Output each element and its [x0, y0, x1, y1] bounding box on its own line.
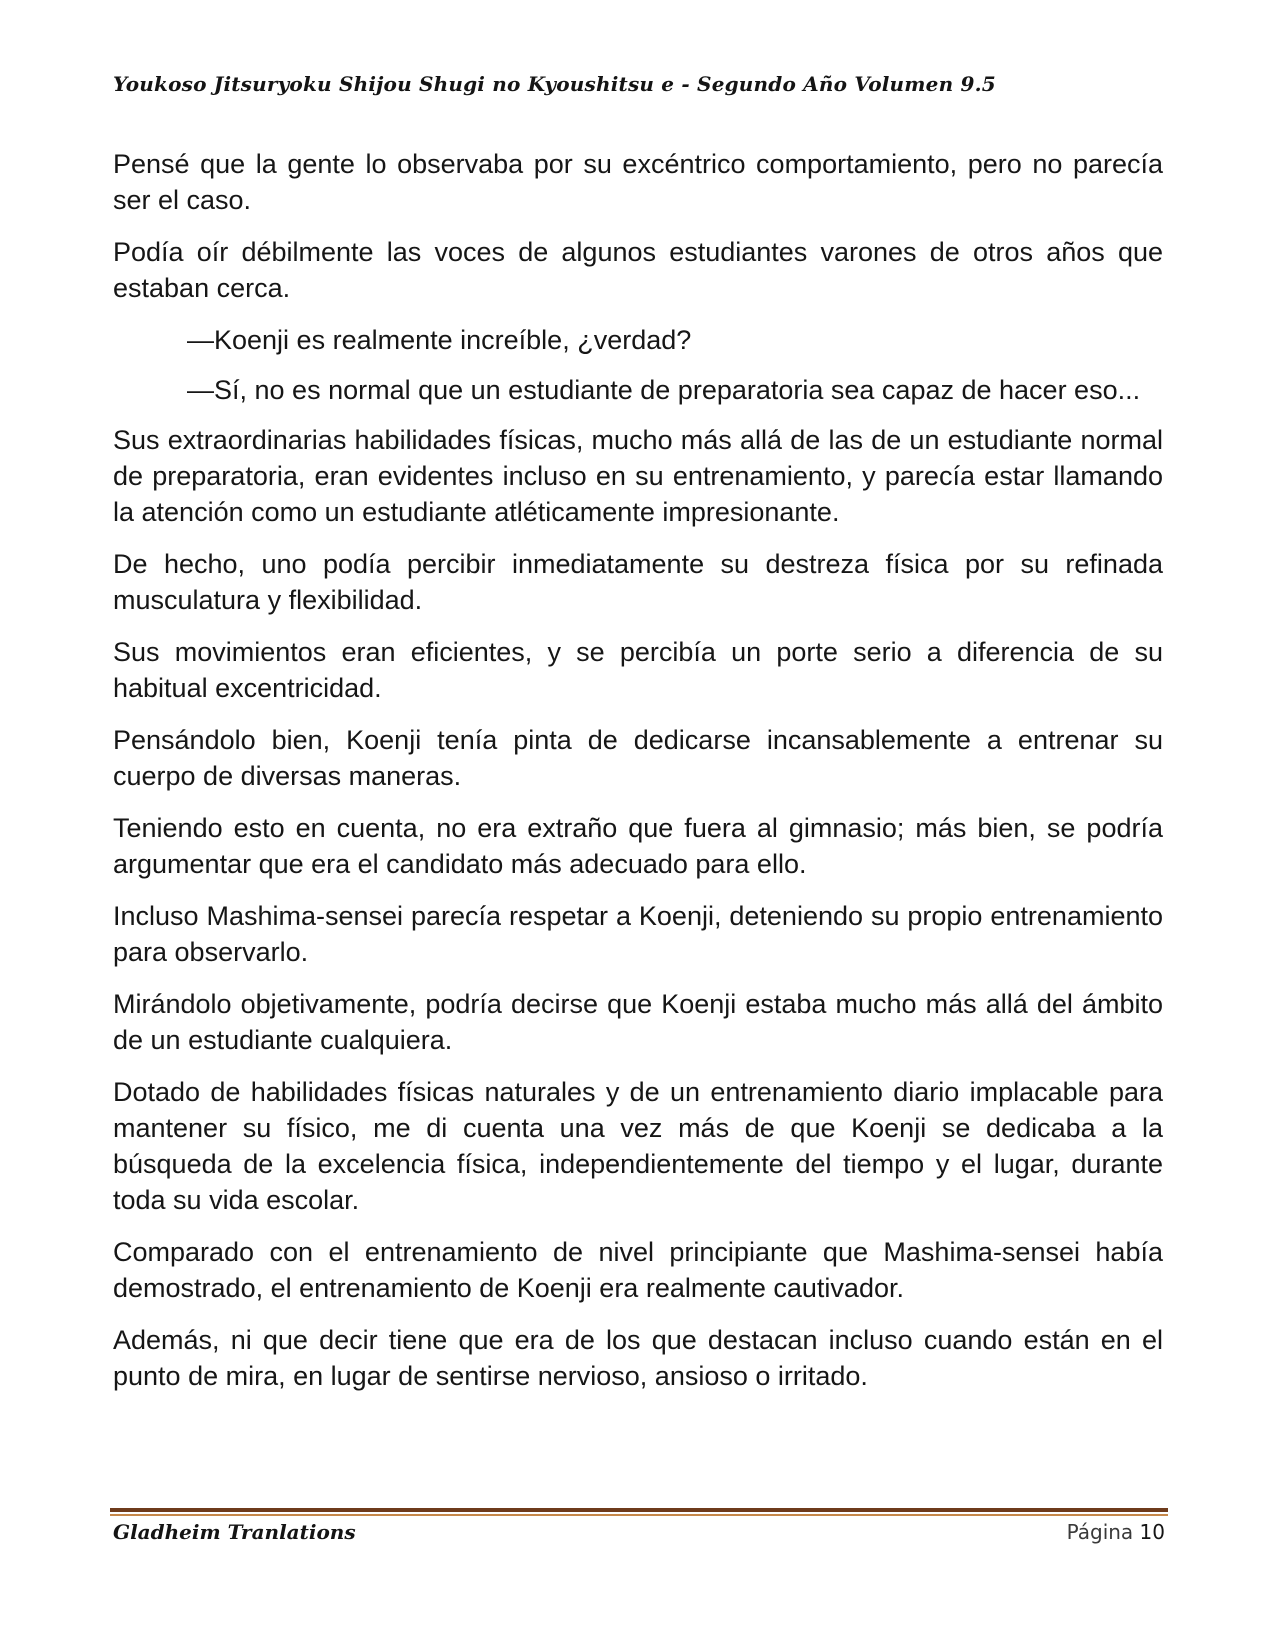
footer-divider	[110, 1508, 1168, 1516]
paragraph: Incluso Mashima-sensei parecía respetar a Koenji, deteniendo su propio entrenamiento para observarlo.	[113, 901, 1163, 967]
footer-divider-thin	[110, 1514, 1168, 1516]
paragraph: De hecho, uno podía percibir inmediatamente su destreza física por su refinada musculatura y flexibilidad.	[113, 549, 1163, 615]
paragraph: Sus extraordinarias habilidades físicas, mucho más allá de las de un estudiante normal de preparatoria, eran evidentes incluso en su entrenamiento, y parecía estar llamando la atención como un estudiante atléticamente impresionante.	[113, 425, 1163, 527]
page-number-value: 10	[1139, 1520, 1165, 1544]
dialogue-line: —Koenji es realmente increíble, ¿verdad?	[187, 325, 692, 355]
paragraph: Pensándolo bien, Koenji tenía pinta de dedicarse incansablemente a entrenar su cuerpo de diversas maneras.	[113, 725, 1163, 791]
document-body	[113, 146, 1163, 1410]
footer-credit: Gladheim Tranlations	[113, 1520, 356, 1544]
footer-divider-thick	[110, 1508, 1168, 1512]
paragraph: Pensé que la gente lo observaba por su excéntrico comportamiento, pero no parecía ser el caso.	[113, 149, 1163, 215]
paragraph: Podía oír débilmente las voces de algunos estudiantes varones de otros años que estaban cerca.	[113, 237, 1163, 303]
paragraph: Además, ni que decir tiene que era de los que destacan incluso cuando están en el punto de mira, en lugar de sentirse nervioso, ansioso o irritado.	[113, 1325, 1163, 1391]
dialogue-line: —Sí, no es normal que un estudiante de preparatoria sea capaz de hacer eso...	[187, 375, 1141, 405]
page-number	[1067, 1520, 1165, 1544]
page-number-label: Página	[1066, 1520, 1134, 1544]
paragraph: Dotado de habilidades físicas naturales y de un entrenamiento diario implacable para mantener su físico, me di cuenta una vez más de que Koenji se dedicaba a la búsqueda de la excelencia física, independientemente del tiempo y el lugar, durante toda su vida escolar.	[113, 1077, 1163, 1215]
paragraph: Comparado con el entrenamiento de nivel principiante que Mashima-sensei había demostrado, el entrenamiento de Koenji era realmente cautivador.	[113, 1237, 1163, 1303]
page-header-title: Youkoso Jitsuryoku Shijou Shugi no Kyoushitsu e - Segundo Año Volumen 9.5	[113, 72, 996, 96]
paragraph: Sus movimientos eran eficientes, y se percibía un porte serio a diferencia de su habitual excentricidad.	[113, 637, 1163, 703]
paragraph: Mirándolo objetivamente, podría decirse que Koenji estaba mucho más allá del ámbito de un estudiante cualquiera.	[113, 989, 1163, 1055]
paragraph: Teniendo esto en cuenta, no era extraño que fuera al gimnasio; más bien, se podría argumentar que era el candidato más adecuado para ello.	[113, 813, 1163, 879]
